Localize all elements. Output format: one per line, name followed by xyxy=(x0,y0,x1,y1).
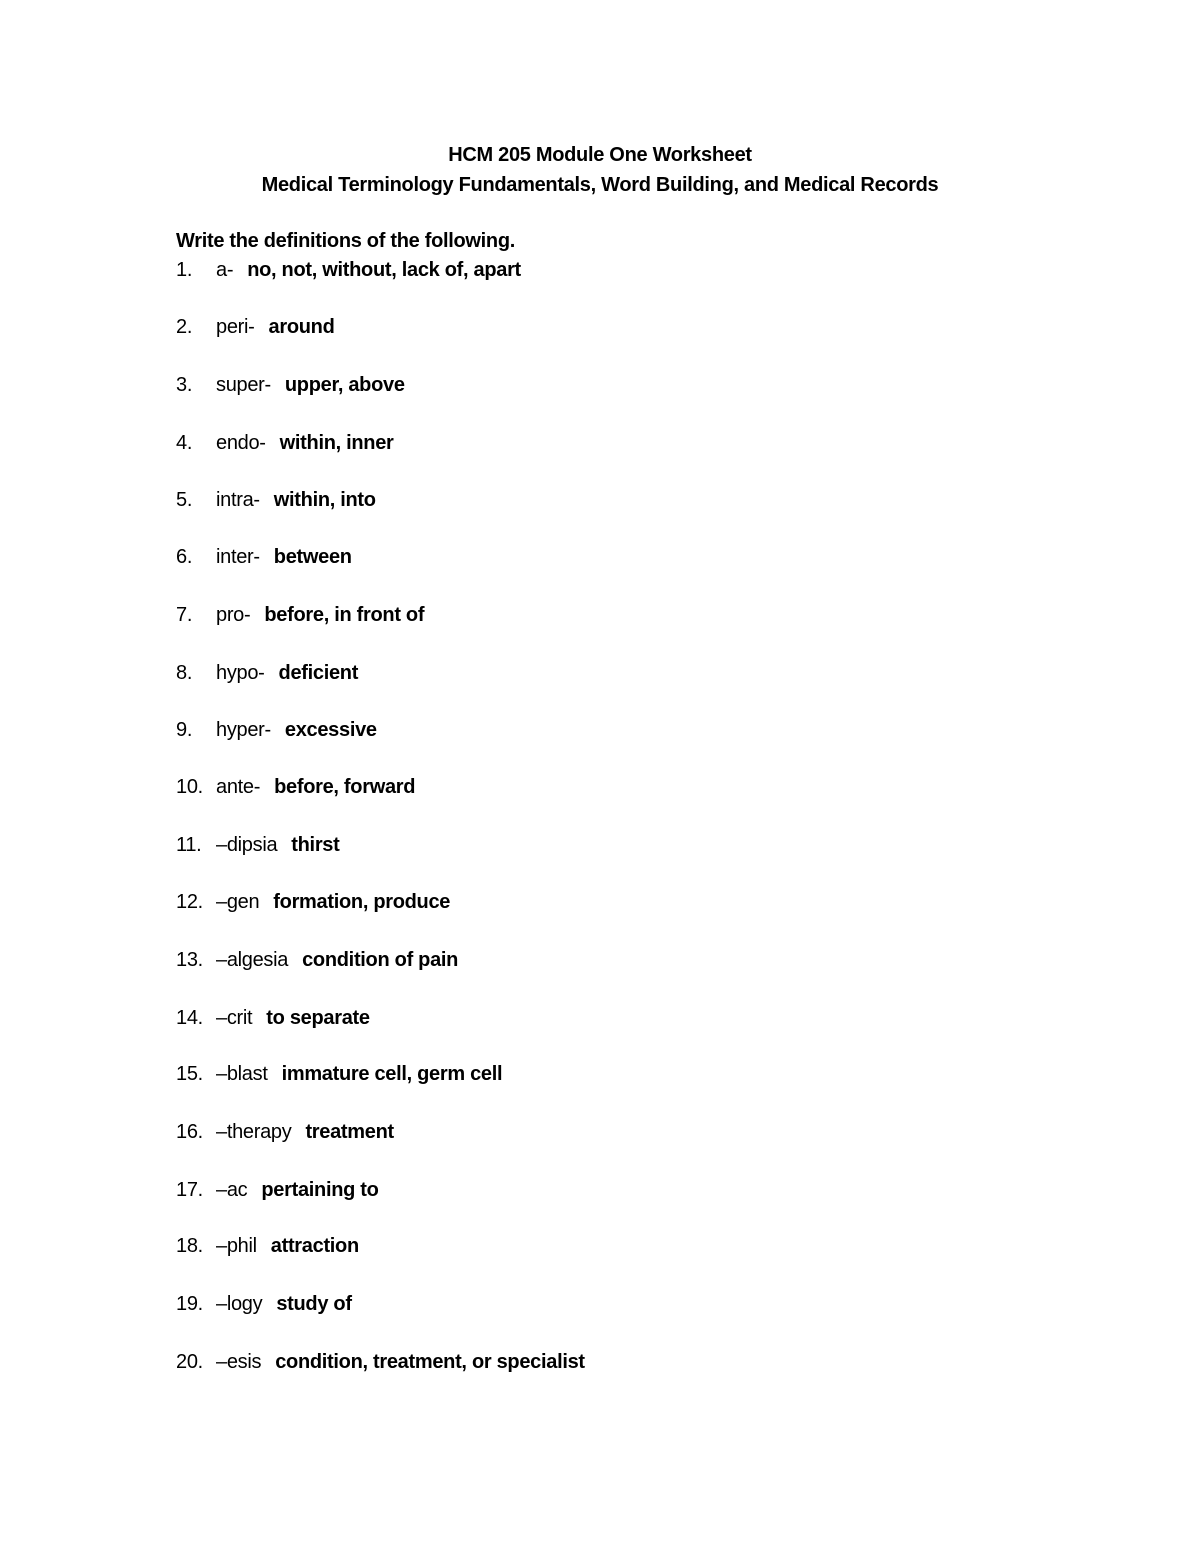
item-definition: thirst xyxy=(291,834,340,856)
item-definition: pertaining to xyxy=(261,1179,379,1201)
item-definition: before, in front of xyxy=(264,604,425,626)
list-item xyxy=(176,891,450,917)
item-number: 14. xyxy=(176,1007,203,1029)
item-definition: before, forward xyxy=(274,776,416,798)
item-definition: within, inner xyxy=(279,432,394,454)
item-number: 10. xyxy=(176,776,203,798)
item-term: –ac xyxy=(216,1179,248,1201)
item-number: 4. xyxy=(176,432,193,454)
item-definition: study of xyxy=(276,1293,352,1315)
list-item xyxy=(176,259,521,285)
item-definition: between xyxy=(273,546,352,568)
list-item xyxy=(176,776,415,802)
item-number: 8. xyxy=(176,662,193,684)
item-definition: deficient xyxy=(278,662,359,684)
list-item xyxy=(176,1063,502,1089)
list-item xyxy=(176,834,339,860)
item-definition: within, into xyxy=(273,489,376,511)
page-title: HCM 205 Module One Worksheet xyxy=(448,144,752,166)
item-term: –dipsia xyxy=(216,834,278,856)
item-term: a- xyxy=(216,259,234,281)
item-number: 16. xyxy=(176,1121,203,1143)
item-number: 5. xyxy=(176,489,193,511)
item-term: intra- xyxy=(216,489,260,511)
item-term: –algesia xyxy=(216,949,289,971)
list-item xyxy=(176,374,405,400)
item-term: –phil xyxy=(216,1235,257,1257)
list-item xyxy=(176,662,358,688)
item-number: 19. xyxy=(176,1293,203,1315)
item-definition: excessive xyxy=(284,719,377,741)
item-number: 11. xyxy=(176,834,202,856)
item-number: 17. xyxy=(176,1179,203,1201)
item-definition: condition of pain xyxy=(302,949,459,971)
list-item xyxy=(176,546,352,572)
item-number: 3. xyxy=(176,374,193,396)
item-number: 9. xyxy=(176,719,193,741)
item-term: –esis xyxy=(216,1351,262,1373)
list-item xyxy=(176,604,424,630)
item-term: inter- xyxy=(216,546,260,568)
item-number: 13. xyxy=(176,949,203,971)
list-item xyxy=(176,949,458,975)
item-term: peri- xyxy=(216,316,255,338)
item-number: 15. xyxy=(176,1063,203,1085)
list-item xyxy=(176,1235,359,1261)
item-definition: no, not, without, lack of, apart xyxy=(247,259,521,281)
item-number: 1. xyxy=(176,259,193,281)
item-definition: around xyxy=(268,316,335,338)
item-term: hypo- xyxy=(216,662,265,684)
item-term: endo- xyxy=(216,432,266,454)
list-item xyxy=(176,489,376,515)
list-item xyxy=(176,1179,379,1205)
list-item xyxy=(176,1293,352,1319)
list-item xyxy=(176,316,335,342)
item-term: hyper- xyxy=(216,719,271,741)
item-definition: treatment xyxy=(305,1121,394,1143)
item-term: –blast xyxy=(216,1063,268,1085)
list-item xyxy=(176,719,377,745)
item-number: 20. xyxy=(176,1351,203,1373)
item-number: 18. xyxy=(176,1235,203,1257)
item-definition: formation, produce xyxy=(273,891,451,913)
item-definition: immature cell, germ cell xyxy=(281,1063,503,1085)
list-item xyxy=(176,1007,370,1033)
item-term: super- xyxy=(216,374,271,396)
item-term: –gen xyxy=(216,891,260,913)
item-definition: upper, above xyxy=(284,374,405,396)
list-item xyxy=(176,1121,394,1147)
item-number: 7. xyxy=(176,604,193,626)
item-number: 2. xyxy=(176,316,193,338)
item-term: –therapy xyxy=(216,1121,292,1143)
item-definition: attraction xyxy=(270,1235,359,1257)
instructions: Write the definitions of the following. xyxy=(176,230,516,252)
item-term: –crit xyxy=(216,1007,253,1029)
list-item xyxy=(176,1351,585,1377)
list-item xyxy=(176,432,394,458)
item-term: pro- xyxy=(216,604,251,626)
page-subtitle: Medical Terminology Fundamentals, Word Building, and Medical Records xyxy=(261,174,939,196)
item-number: 12. xyxy=(176,891,203,913)
item-definition: condition, treatment, or specialist xyxy=(275,1351,585,1373)
item-number: 6. xyxy=(176,546,193,568)
item-term: –logy xyxy=(216,1293,263,1315)
item-term: ante- xyxy=(216,776,261,798)
item-definition: to separate xyxy=(266,1007,370,1029)
